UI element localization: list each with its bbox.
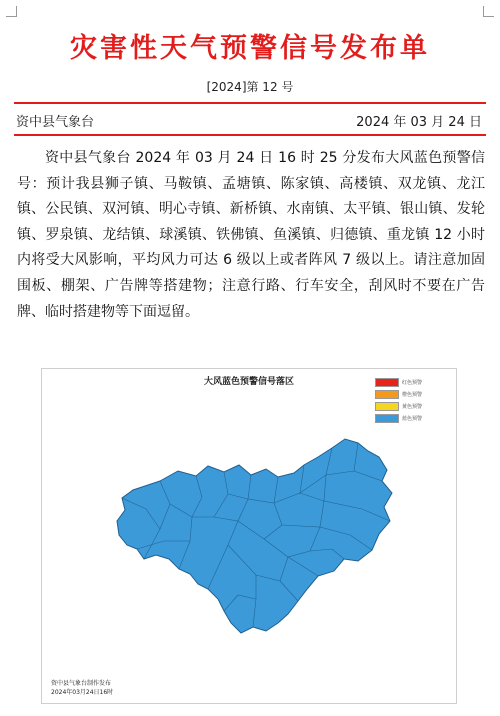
map-title: 大风蓝色预警信号落区 bbox=[203, 377, 294, 387]
legend-item-yellow bbox=[375, 401, 443, 412]
warning-map bbox=[41, 368, 457, 704]
issuer-name: 资中县气象台 bbox=[16, 115, 95, 130]
legend-label: 红色预警 bbox=[402, 380, 423, 386]
legend-label: 黄色预警 bbox=[402, 404, 423, 410]
document-title: 灾害性天气预警信号发布单 bbox=[70, 33, 430, 64]
county-region-shape bbox=[117, 439, 392, 633]
map-issuer-name: 资中县气象台制作发布 bbox=[51, 680, 112, 687]
warning-body-text: 资中县气象台 2024 年 03 月 24 日 16 时 25 分发布大风蓝色预警信号：预计我县狮子镇、马鞍镇、孟塘镇、陈家镇、高楼镇、双龙镇、龙江镇、公民镇、双河镇、明心寺镇、新桥镇、水南镇、太平镇、银山镇、发轮镇、罗泉镇、龙结镇、球溪镇、铁佛镇、鱼溪镇、归德镇、重龙镇 12 小时内将受大风影响，平均风力可达 6 级以上或者阵风 7 级以上。请注意加固围板、棚架、广告牌等搭建物；注意行路、行车安全，刮风时不要在广告牌、临时搭建物等下面逗留。 bbox=[17, 150, 485, 320]
document-number: [2024]第 12 号 bbox=[206, 80, 294, 94]
page-corner-mark bbox=[6, 6, 17, 17]
legend-swatch bbox=[375, 390, 399, 399]
legend-item-blue bbox=[375, 413, 443, 424]
legend-label: 橙色预警 bbox=[402, 392, 423, 398]
legend-item-red bbox=[375, 377, 443, 388]
issue-date: 2024 年 03 月 24 日 bbox=[356, 115, 482, 130]
legend-swatch bbox=[375, 414, 399, 423]
map-legend bbox=[375, 377, 443, 425]
legend-swatch bbox=[375, 402, 399, 411]
map-issuer-note bbox=[51, 679, 113, 697]
legend-swatch bbox=[375, 378, 399, 387]
header-rule-bottom bbox=[14, 134, 486, 136]
map-issuer-date: 2024年03月24日16时 bbox=[51, 689, 114, 696]
legend-label: 蓝色预警 bbox=[402, 416, 423, 422]
page-corner-mark bbox=[483, 6, 494, 17]
header-rule-top bbox=[14, 102, 486, 104]
legend-item-orange bbox=[375, 389, 443, 400]
